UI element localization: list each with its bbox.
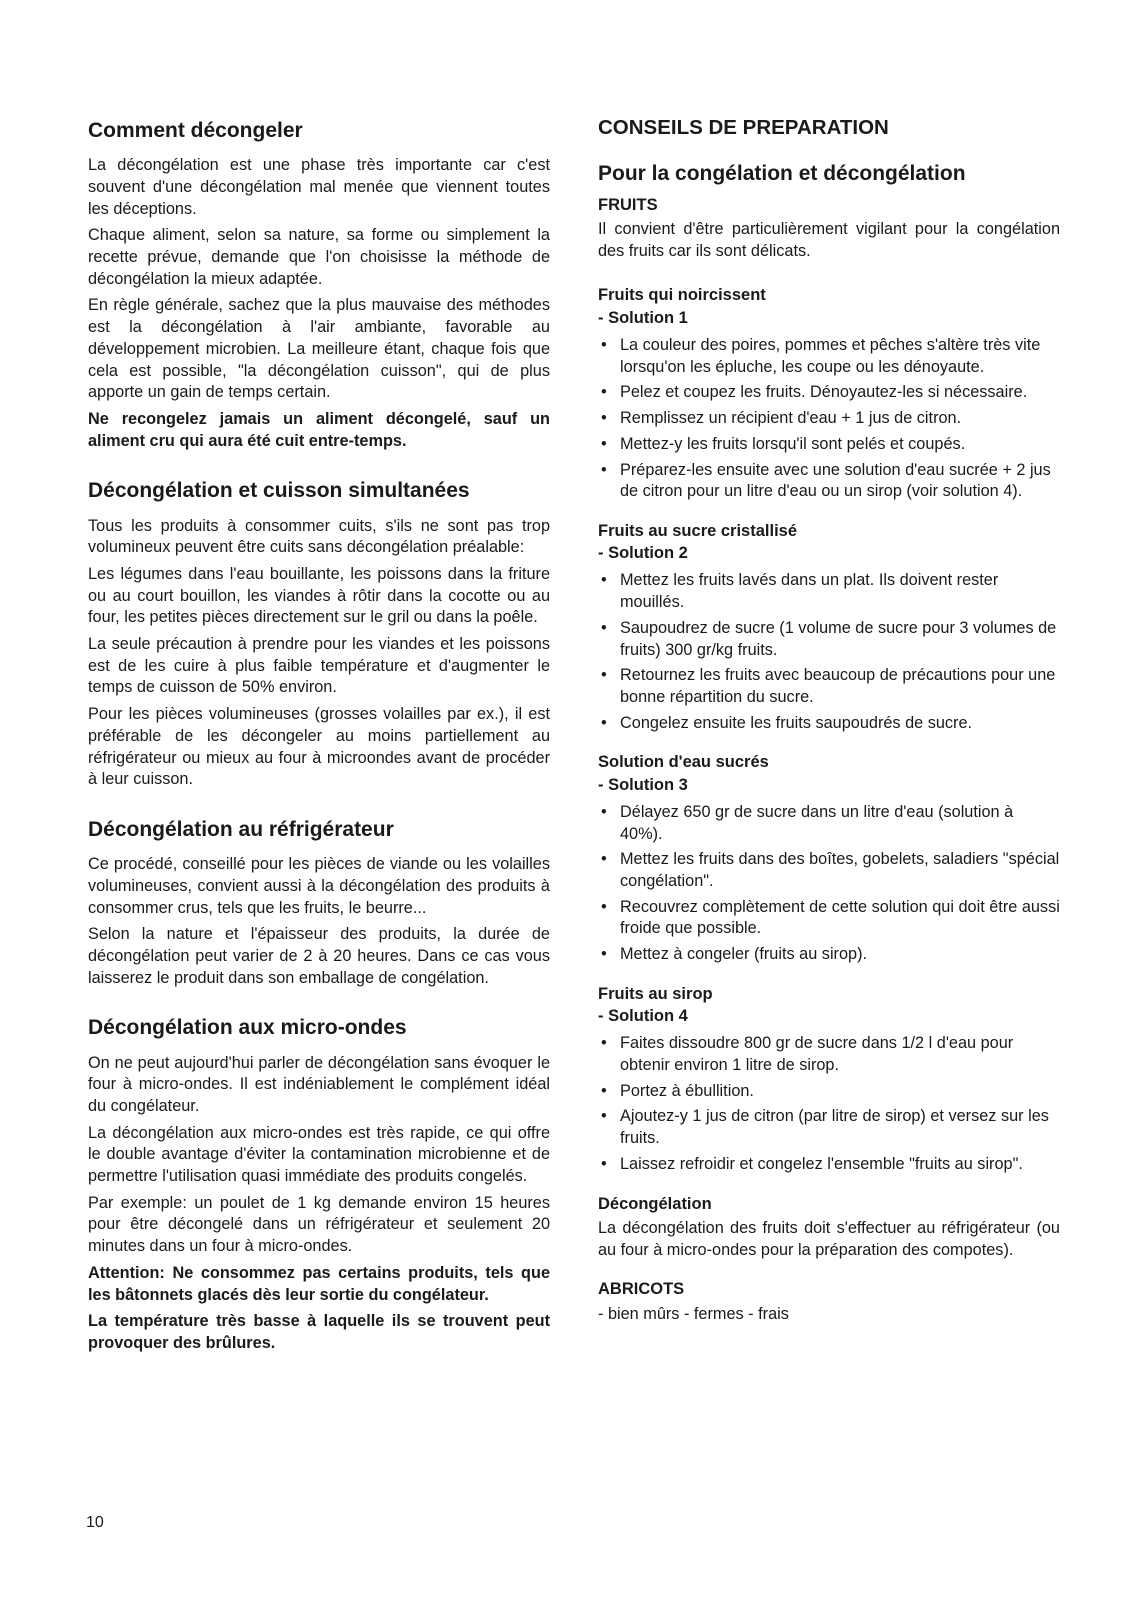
section-comment-decongeler xyxy=(88,118,550,452)
left-column xyxy=(88,118,550,1381)
warning-text: Ne recongelez jamais un aliment décongelé, sauf un aliment cru qui aura été cuit entre-temps. xyxy=(88,409,550,450)
paragraph: Pour les pièces volumineuses (grosses volailles par ex.), il est préférable de les décongeler au moins partiellement au réfrigérateur ou mieux au four à microondes avant de procéder à leur cuisson. xyxy=(88,705,550,789)
paragraph: - bien mûrs - fermes - frais xyxy=(598,1304,789,1323)
list-item: • Ajoutez-y 1 jus de citron (par litre de sirop) et versez sur les fruits. xyxy=(598,1106,1060,1149)
section-cuisson-simultanee xyxy=(88,478,550,791)
section-title: Décongélation et cuisson simultanées xyxy=(88,479,470,503)
solution-4 xyxy=(598,983,1060,1176)
bullet-list xyxy=(598,335,1060,503)
list-item: • Mettez-y les fruits lorsqu'il sont pelés et coupés. xyxy=(598,434,1060,456)
paragraph: La décongélation aux micro-ondes est très rapide, ce qui offre le double avantage d'éviter la contamination microbienne et de permettre l'utilisation quasi immédiate des produits congelés. xyxy=(88,1123,550,1186)
paragraph: Par exemple: un poulet de 1 kg demande environ 15 heures pour être décongelé dans un réfrigérateur et seulement 20 minutes dans un four à micro-ondes. xyxy=(88,1193,550,1256)
list-item: • Mettez à congeler (fruits au sirop). xyxy=(598,944,1060,966)
list-item: • Saupoudrez de sucre (1 volume de sucre pour 3 volumes de fruits) 300 gr/kg fruits. xyxy=(598,618,1060,661)
paragraph: Ce procédé, conseillé pour les pièces de viande ou les volailles volumineuses, convient aussi à la décongélation des produits à consommer crus, tels que les fruits, le beurre... xyxy=(88,855,550,917)
solution-title: Solution d'eau sucrés xyxy=(598,753,769,772)
solution-subtitle: - Solution 2 xyxy=(598,544,688,563)
solution-title: Fruits au sucre cristallisé xyxy=(598,521,798,540)
section-subtitle: ABRICOTS xyxy=(598,1280,685,1299)
bullet-list xyxy=(598,1033,1060,1175)
list-item: • Congelez ensuite les fruits saupoudrés de sucre. xyxy=(598,713,1060,735)
solution-title: Fruits qui noircissent xyxy=(598,286,766,305)
paragraph: La décongélation des fruits doit s'effectuer au réfrigérateur (ou au four à micro-ondes pour la préparation des compotes). xyxy=(598,1218,1060,1259)
warning-text: Attention: Ne consommez pas certains produits, tels que les bâtonnets glacés dès leur sortie du congélateur. xyxy=(88,1263,550,1304)
bullet-list xyxy=(598,570,1060,734)
list-item: • Mettez les fruits lavés dans un plat. Ils doivent rester mouillés. xyxy=(598,570,1060,613)
warning-text: La température très basse à laquelle ils se trouvent peut provoquer des brûlures. xyxy=(88,1312,550,1352)
fruits-intro xyxy=(598,194,1060,263)
bullet-list xyxy=(598,802,1060,966)
subheading: Pour la congélation et décongélation xyxy=(598,161,966,185)
paragraph: Les légumes dans l'eau bouillante, les poissons dans la friture ou au court bouillon, les viandes à rôtir dans la cocotte ou au four, les petites pièces directement sur le gril ou dans la poêle. xyxy=(88,564,550,627)
fruits-decongelation xyxy=(598,1193,1060,1262)
list-item: • Délayez 650 gr de sucre dans un litre d'eau (solution à 40%). xyxy=(598,802,1060,845)
solution-2 xyxy=(598,520,1060,734)
solution-subtitle: - Solution 1 xyxy=(598,308,688,327)
list-item: • Recouvrez complètement de cette solution qui doit être aussi froide que possible. xyxy=(598,897,1060,940)
paragraph: Il convient d'être particulièrement vigilant pour la congélation des fruits car ils sont délicats. xyxy=(598,220,1060,260)
abricots-section xyxy=(598,1278,1060,1325)
section-title: Décongélation au réfrigérateur xyxy=(88,817,394,841)
list-item: • Mettez les fruits dans des boîtes, gobelets, saladiers "spécial congélation". xyxy=(598,849,1060,892)
list-item: • Remplissez un récipient d'eau + 1 jus de citron. xyxy=(598,408,1060,430)
list-item: • La couleur des poires, pommes et pêches s'altère très vite lorsqu'on les épluche, les coupe ou les dénoyaute. xyxy=(598,335,1060,378)
paragraph: On ne peut aujourd'hui parler de décongélation sans évoquer le four à micro-ondes. Il est indéniablement le complément idéal du congélateur. xyxy=(88,1053,550,1115)
fruits-title: FRUITS xyxy=(598,195,658,214)
solution-subtitle: - Solution 3 xyxy=(598,775,688,794)
section-title: Décongélation aux micro-ondes xyxy=(88,1016,407,1040)
paragraph: La seule précaution à prendre pour les viandes et les poissons est de les cuire à plus faible température et d'augmenter le temps de cuisson de 50% environ. xyxy=(88,635,550,697)
solution-title: Fruits au sirop xyxy=(598,984,713,1003)
list-item: • Retournez les fruits avec beaucoup de précautions pour une bonne répartition du sucre. xyxy=(598,665,1060,708)
list-item: • Faites dissoudre 800 gr de sucre dans 1/2 l d'eau pour obtenir environ 1 litre de sirop. xyxy=(598,1033,1060,1076)
list-item: • Préparez-les ensuite avec une solution d'eau sucrée + 2 jus de citron pour un litre d'eau ou un sirop (voir solution 4). xyxy=(598,460,1060,503)
paragraph: Tous les produits à consommer cuits, s'ils ne sont pas trop volumineux peuvent être cuits sans décongélation préalable: xyxy=(88,516,550,557)
solution-1 xyxy=(598,284,1060,502)
solution-3 xyxy=(598,751,1060,965)
paragraph: Selon la nature et l'épaisseur des produits, la durée de décongélation peut varier de 2 à 20 heures. Dans ce cas vous laisserez le produit dans son emballage de congélation. xyxy=(88,925,550,987)
page-heading: CONSEILS DE PREPARATION xyxy=(598,116,889,139)
right-column xyxy=(598,116,1060,1330)
paragraph: En règle générale, sachez que la plus mauvaise des méthodes est la décongélation à l'air ambiante, favorable au développement microbien. La meilleure étant, chaque fois que cela est possible, "la décongélation cuisson", qui de plus apporte un gain de temps certain. xyxy=(88,296,550,402)
list-item: • Pelez et coupez les fruits. Dénoyautez-les si nécessaire. xyxy=(598,382,1060,404)
paragraph: La décongélation est une phase très importante car c'est souvent d'une décongélation mal menée que viennent toutes les déceptions. xyxy=(88,156,550,218)
list-item: • Portez à ébullition. xyxy=(598,1081,1060,1103)
section-refrigerateur xyxy=(88,817,550,989)
section-title: Comment décongeler xyxy=(88,119,303,142)
section-micro-ondes xyxy=(88,1015,550,1354)
page-number: 10 xyxy=(86,1514,104,1531)
paragraph: Chaque aliment, selon sa nature, sa forme ou simplement la recette prévue, demande que l'on choisisse la méthode de décongélation la mieux adaptée. xyxy=(88,226,550,288)
list-item: • Laissez refroidir et congelez l'ensemble "fruits au sirop". xyxy=(598,1154,1060,1176)
section-subtitle: Décongélation xyxy=(598,1194,712,1213)
solution-subtitle: - Solution 4 xyxy=(598,1007,688,1026)
